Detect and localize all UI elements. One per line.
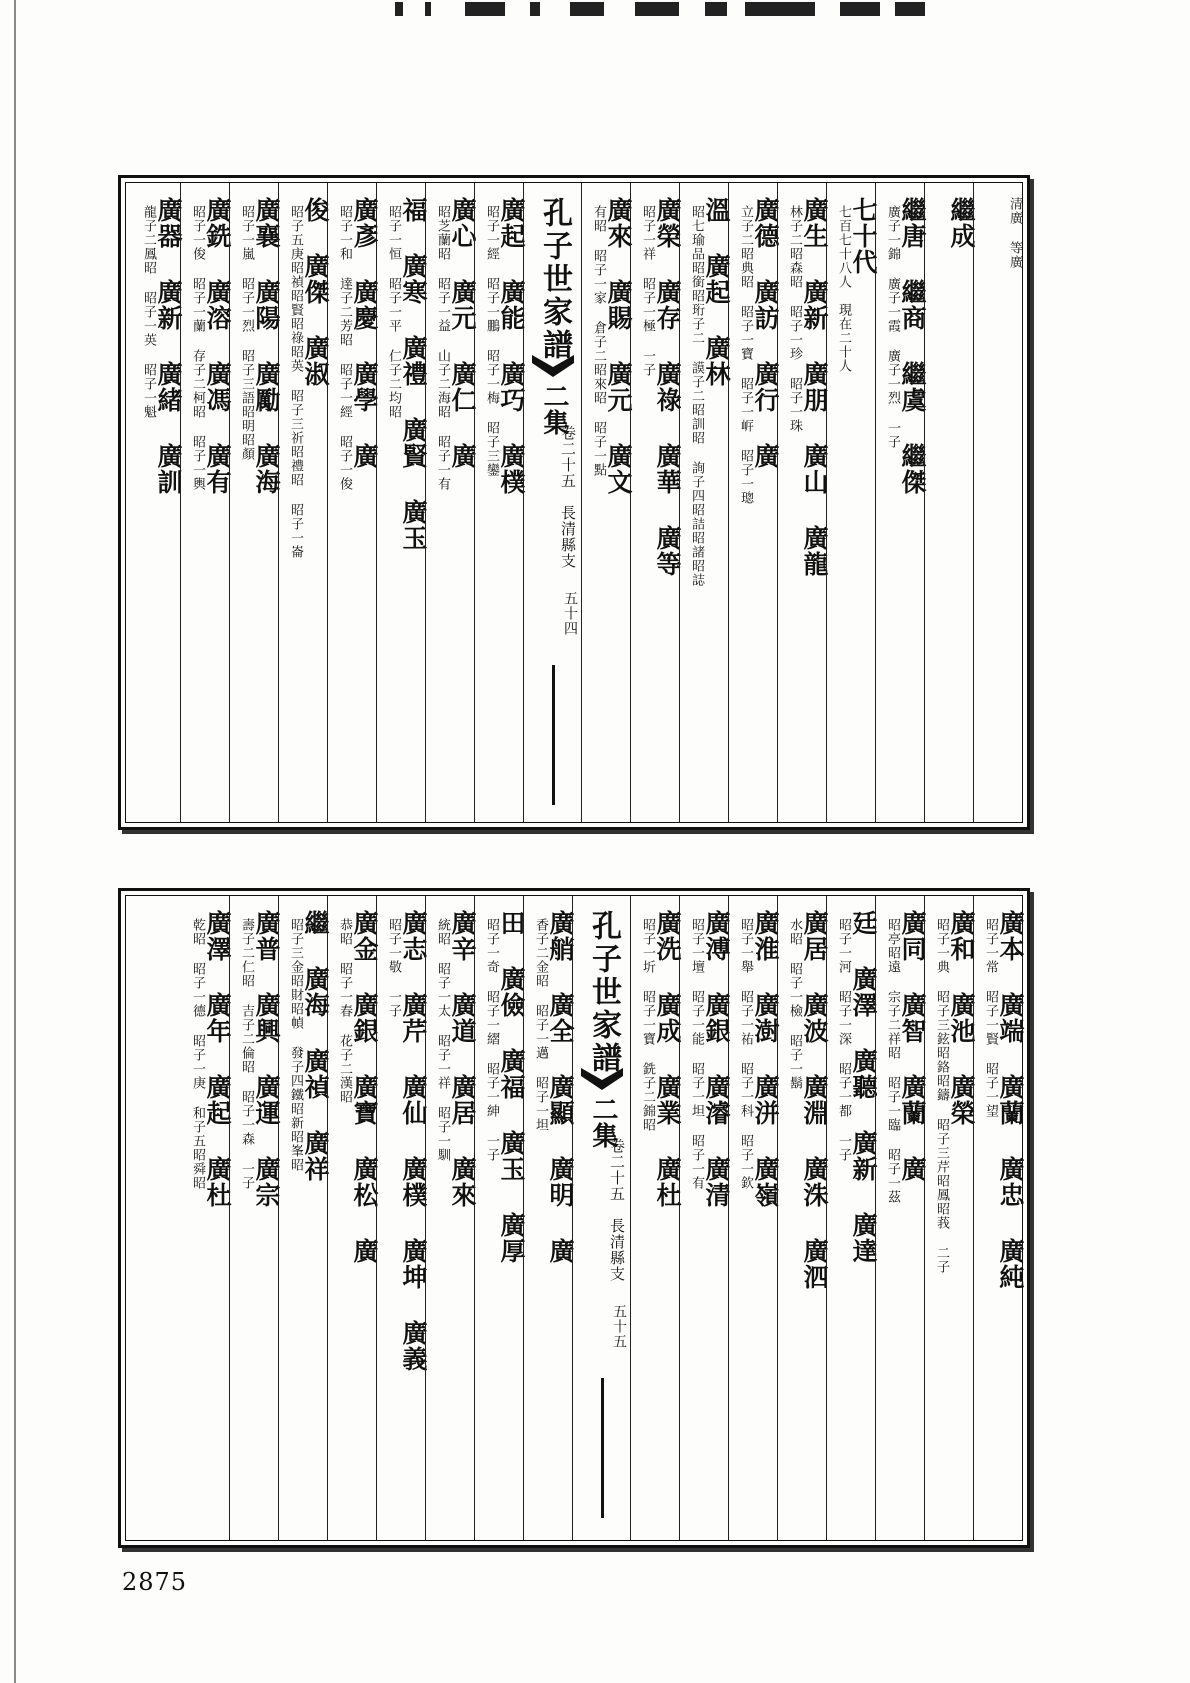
member-annotation: 昭子一俊 昭子一蘭 存子二柯昭 昭子一輿: [190, 205, 205, 491]
member-names: 七十代: [849, 197, 878, 275]
member-annotation: 恭昭 昭子一春 花子二漢昭: [337, 918, 352, 1104]
spine-rule: [601, 1378, 604, 1518]
member-names: 繼 廣海 廣禎 廣祥: [301, 910, 330, 1182]
name-column: [875, 896, 927, 1540]
member-annotation: 壽子二仁昭 吉子二倫昭 昭子一森 一子: [239, 918, 254, 1190]
member-annotation: 昭子一典 昭子三鉉昭鉻昭鑄 昭子三芹昭鳳昭莪 二子: [934, 918, 949, 1274]
member-annotation: 昭芝蘭昭 昭子一益 山子二海昭 昭子一有: [435, 205, 450, 491]
member-names: 廣普 廣興 廣運 廣宗: [252, 910, 281, 1208]
member-annotation: 統昭 昭子一太 昭子一祥 昭子一馴: [435, 918, 450, 1162]
name-column: [278, 896, 330, 1540]
member-names: 廣艄 廣全 廣顯 廣明 廣: [546, 910, 575, 1264]
name-column: [180, 183, 232, 822]
member-names: 廣起 廣能 廣巧 廣樸: [497, 197, 526, 495]
name-column: [826, 896, 878, 1540]
member-names: 廣辛 廣道 廣居 廣來: [448, 910, 477, 1208]
member-names: 溫 廣起 廣林: [702, 197, 731, 387]
member-annotation: 昭子一壇 昭子一能 昭子一坦 昭子一有: [689, 918, 704, 1190]
member-names: 廣淮 廣澍 廣洴 廣嶺: [751, 910, 780, 1208]
name-column: [973, 896, 1025, 1540]
center-spine: [523, 183, 581, 822]
member-names: 俊 廣傑 廣淑: [301, 197, 330, 387]
member-annotation: 昭子三金昭財昭幀 發子四鐵昭新昭峯昭: [288, 918, 303, 1172]
member-annotation: 昭子一奇 昭子一䌌 昭子一紳 一子: [484, 918, 499, 1162]
name-column: [728, 896, 780, 1540]
folio-number: 五十四: [562, 591, 578, 636]
member-names: 廷 廣澤 廣聽 廣新 廣達: [849, 910, 878, 1264]
member-annotation: 昭子一舉 昭子一祐 昭子一科 昭子一欽: [738, 918, 753, 1190]
name-column: [229, 896, 281, 1540]
member-annotation: 龍子二鳳昭 昭子一英 昭子一魁: [141, 205, 156, 419]
member-names: 廣居 廣波 廣淵 廣洙 廣泗: [800, 910, 829, 1290]
member-annotation: 昭子一嵐 昭子一烈 昭子三語昭明昭顏: [239, 205, 254, 461]
name-column: [826, 183, 878, 822]
member-annotation: 清廣 等廣: [1007, 197, 1022, 269]
name-column: [581, 183, 633, 822]
member-annotation: 乾昭 昭子一德 昭子一庚 和子五昭舜昭: [190, 918, 205, 1190]
name-column: [777, 183, 829, 822]
member-names: 廣志 廣芹 廣仙 廣樸 廣坤 廣義: [399, 910, 428, 1372]
page-edge-rule: [14, 0, 16, 1683]
page-number: 2875: [122, 1568, 188, 1596]
name-column: [523, 896, 575, 1540]
member-annotation: 七百七十八人 現在二十人: [836, 205, 851, 373]
member-names: 繼成: [947, 197, 976, 249]
section-label: 卷二十五 長清縣支: [608, 1138, 626, 1282]
name-column: [131, 183, 183, 822]
name-column: [973, 183, 1022, 822]
member-names: 廣和 廣池 廣榮: [947, 910, 976, 1126]
name-column: [376, 896, 428, 1540]
member-annotation: 昭子一常 昭子一賢 昭子一望: [983, 918, 998, 1118]
genealogy-panel-lower: [118, 888, 1030, 1548]
name-column: [278, 183, 330, 822]
member-annotation: 立子二昭典昭 昭子一寶 昭子一㟁 昭子一璁: [738, 205, 753, 505]
member-names: 廣同 廣智 廣蘭 廣: [898, 910, 927, 1182]
member-annotation: 廣子一錦 廣子一霞 廣子一烈 一子: [885, 205, 900, 449]
member-names: 繼唐 繼商 繼虞 繼傑: [898, 197, 927, 495]
member-names: 廣生 廣新 廣朋 廣山 廣龍: [800, 197, 829, 577]
volume-label: 二集: [588, 1096, 618, 1148]
center-spine: [572, 896, 630, 1540]
name-column: [924, 896, 976, 1540]
name-column: [777, 896, 829, 1540]
member-names: 廣澤 廣年 廣起 廣杜: [203, 910, 232, 1208]
member-names: 田 廣儉 廣福 廣玉 廣厚: [497, 910, 526, 1264]
member-names: 廣銑 廣溶 廣馮 廣有: [203, 197, 232, 495]
member-annotation: 昭子一河 昭子一深 昭子一都 一子: [836, 918, 851, 1162]
name-column: [728, 183, 780, 822]
book-title: 孔子世家譜: [537, 197, 572, 362]
member-names: 廣德 廣訪 廣行 廣: [751, 197, 780, 469]
volume-label: 二集: [539, 383, 569, 435]
name-column: [924, 183, 976, 822]
name-column: [679, 183, 731, 822]
name-column: [229, 183, 281, 822]
member-annotation: 有昭 昭子一家 倉子二昭來昭 昭子一點: [591, 205, 606, 477]
member-annotation: 香子二金昭 昭子一邁 昭子一坦: [533, 918, 548, 1132]
name-column: [474, 183, 526, 822]
fishtail-mark-icon: [532, 355, 574, 377]
name-column: [679, 896, 731, 1540]
member-names: 廣彥 廣慶 廣學 廣: [350, 197, 379, 469]
member-names: 廣襄 廣陽 廣勵 廣海: [252, 197, 281, 495]
member-names: 廣本 廣端 廣蘭 廣忠 廣純: [996, 910, 1025, 1290]
genealogy-panel-upper: [118, 175, 1030, 830]
member-annotation: 昭子一和 達子二芳昭 昭子一經 昭子一俊: [337, 205, 352, 491]
member-names: 廣來 廣賜 廣元 廣文: [604, 197, 633, 495]
book-title: 孔子世家譜: [586, 910, 621, 1075]
member-annotation: 昭子一祥 昭子一極 一子: [640, 205, 655, 377]
name-column: [327, 183, 379, 822]
member-annotation: 林子二昭森昭 昭子一珍 昭子一珠: [787, 205, 802, 433]
member-names: 廣溥 廣銀 廣濬 廣清: [702, 910, 731, 1208]
member-names: 福 廣寒 廣禮 廣賢 廣玉: [399, 197, 428, 551]
member-annotation: 昭子一敬 一子: [386, 918, 401, 1018]
member-names: 廣榮 廣存 廣祿 廣華 廣等: [653, 197, 682, 577]
fishtail-mark-icon: [581, 1068, 623, 1090]
name-column: [875, 183, 927, 822]
name-column: [425, 896, 477, 1540]
folio-number: 五十五: [611, 1304, 627, 1349]
member-annotation: 昭亭昭遠 宗子二祥昭 昭子一臨 昭子一茲: [885, 918, 900, 1204]
member-annotation: 昭子一恒 昭子一平 仁子二均昭: [386, 205, 401, 419]
member-names: 廣洗 廣成 廣業 廣杜: [653, 910, 682, 1208]
header-bleed-marks: [395, 0, 935, 18]
name-column: [327, 896, 379, 1540]
member-names: 廣心 廣元 廣仁 廣: [448, 197, 477, 469]
member-annotation: 水昭 昭子一檢 昭子一鬍: [787, 918, 802, 1090]
name-column: [474, 896, 526, 1540]
member-annotation: 昭子一經 昭子一鵬 昭子一梅 昭子三鑾: [484, 205, 499, 477]
member-names: 廣器 廣新 廣緒 廣訓: [154, 197, 183, 495]
name-column: [630, 183, 682, 822]
section-label: 卷二十五 長清縣支: [559, 425, 577, 569]
member-annotation: 昭子一圻 昭子一寶 銑子二錦昭: [640, 918, 655, 1132]
member-annotation: 昭子五庚昭禎昭賢昭祿昭英 昭子三祈昭禮昭 昭子一崙: [288, 205, 303, 559]
name-column: [180, 896, 232, 1540]
member-annotation: 昭七瑜品昭銜昭珩子二 謨子二昭訓昭 詢子四昭詰昭諸昭誌: [689, 205, 704, 587]
name-column: [630, 896, 682, 1540]
member-names: 廣金 廣銀 廣寶 廣松 廣: [350, 910, 379, 1264]
name-column: [425, 183, 477, 822]
spine-rule: [552, 665, 555, 805]
name-column: [376, 183, 428, 822]
